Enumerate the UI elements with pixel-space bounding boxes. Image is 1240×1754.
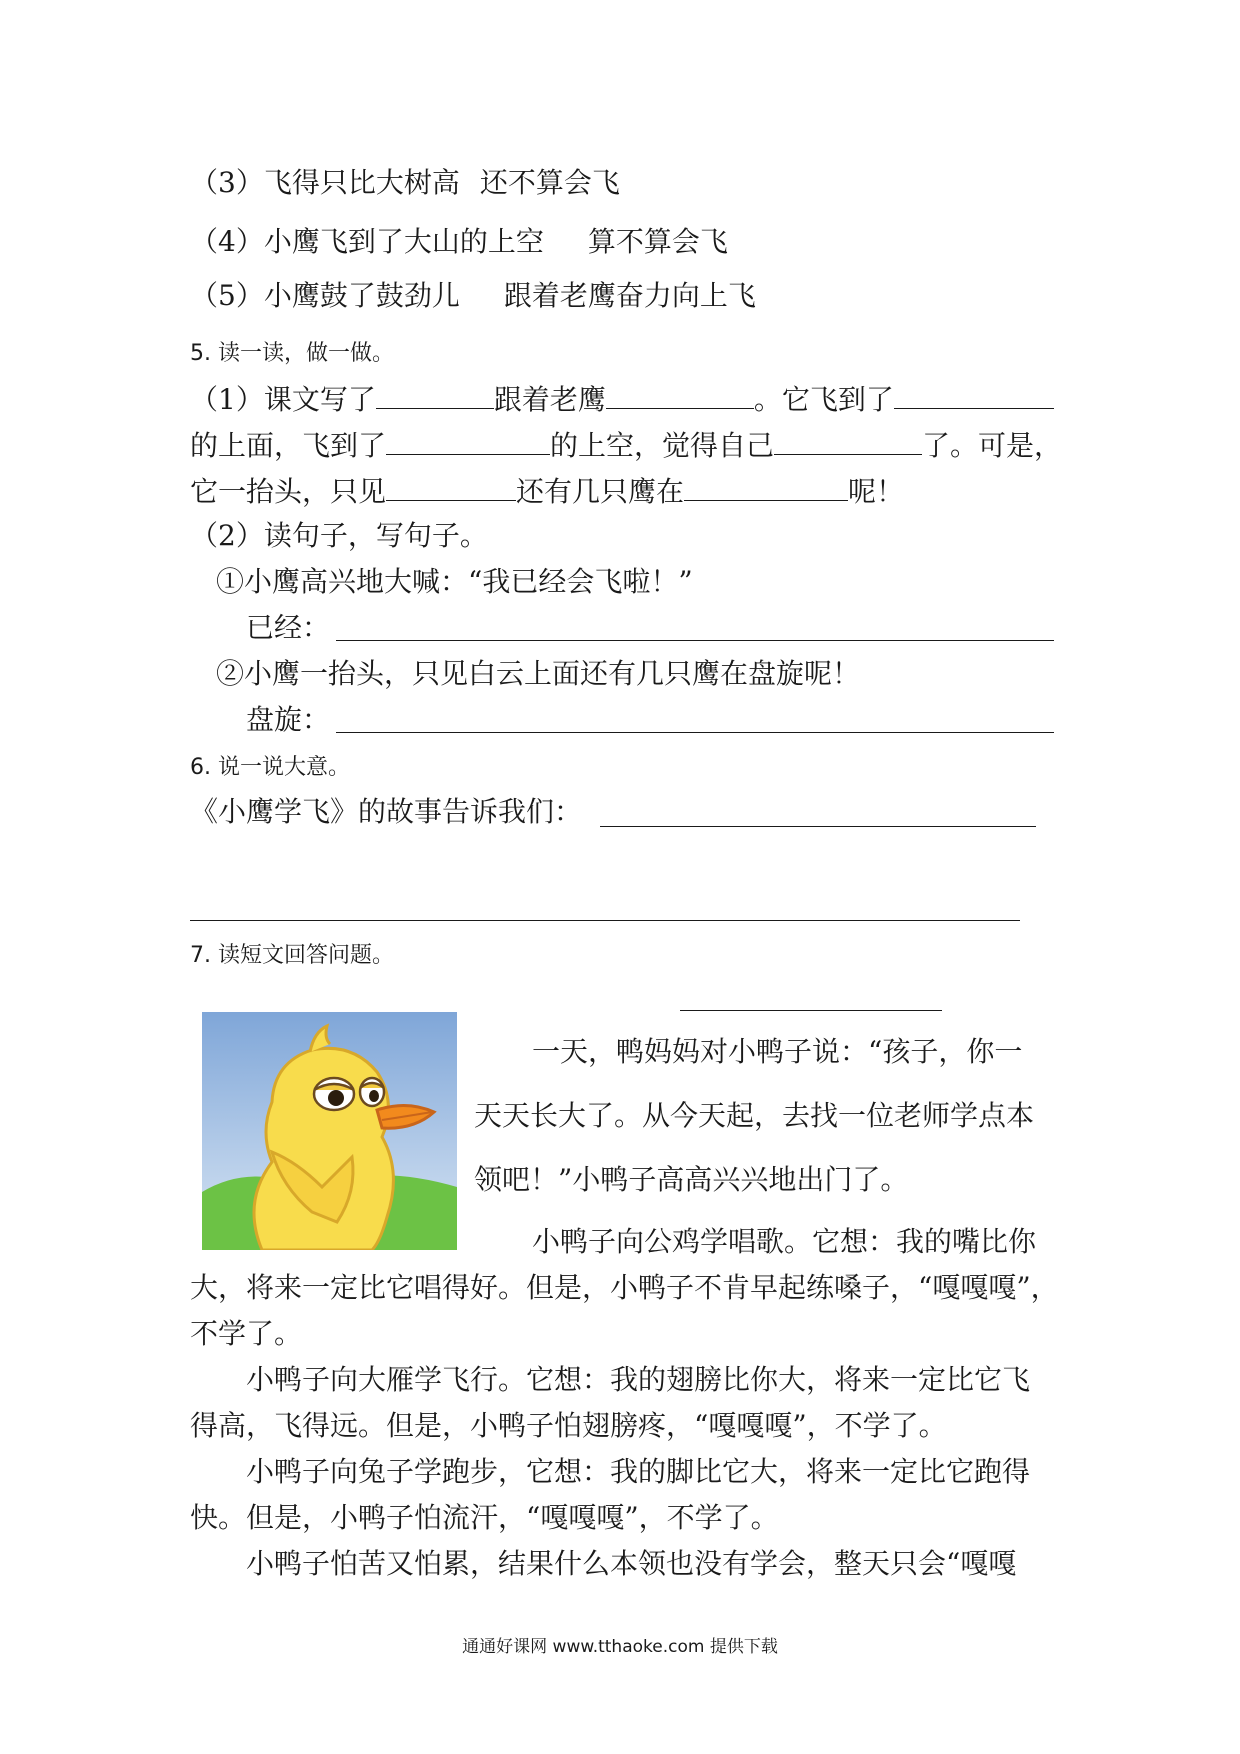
fill-blank[interactable] — [606, 378, 754, 409]
fill-blank[interactable] — [894, 378, 1054, 409]
q5-fill-line-1: （1）课文写了 跟着老鹰 。它飞到了 — [190, 378, 1054, 420]
q6-prompt: 《小鹰学飞》的故事告诉我们： — [190, 795, 583, 828]
passage-line: 小鸭子向兔子学跑步，它想：我的脚比它大，将来一定比它跑得 — [246, 1455, 1031, 1488]
q5-fill-line-2: 的上面，飞到了 的上空，觉得自己 了。可是， — [190, 424, 1062, 466]
answer-line[interactable] — [190, 920, 1020, 921]
write-label-panxuan: 盘旋： — [246, 703, 331, 736]
answer-line[interactable] — [600, 826, 1036, 827]
passage-line: 小鸭子向大雁学飞行。它想：我的翅膀比你大，将来一定比它飞 — [246, 1363, 1031, 1396]
write-line-panxuan[interactable] — [336, 732, 1054, 733]
fill-blank[interactable] — [386, 470, 516, 501]
question-7-title: 7. 读短文回答问题。 — [190, 943, 394, 968]
passage-line: 小鸭子向公鸡学唱歌。它想：我的嘴比你 — [532, 1225, 1037, 1258]
passage-line: 大，将来一定比它唱得好。但是，小鸭子不肯早起练嗓子，“嘎嘎嘎”， — [190, 1271, 1059, 1304]
passage-line: 不学了。 — [190, 1317, 303, 1350]
q5-fill-line-3: 它一抬头，只见 还有几只鹰在 呢！ — [190, 470, 904, 512]
fill-blank[interactable] — [386, 424, 550, 455]
q5-sentence-2: ②小鹰一抬头，只见白云上面还有几只鹰在盘旋呢！ — [216, 657, 861, 690]
passage-line: 得高，飞得远。但是，小鸭子怕翅膀疼，“嘎嘎嘎”，不学了。 — [190, 1409, 947, 1442]
q5-part-2-label: （2）读句子，写句子。 — [190, 519, 488, 552]
passage-line: 领吧！”小鸭子高高兴兴地出门了。 — [474, 1163, 909, 1196]
fill-blank[interactable] — [684, 470, 848, 501]
item-3: （3）飞得只比大树高 还不算会飞 — [190, 166, 620, 199]
fill-blank[interactable] — [376, 378, 494, 409]
passage-line: 一天，鸭妈妈对小鸭子说：“孩子，你一 — [532, 1035, 1023, 1068]
write-line-yijing[interactable] — [336, 640, 1054, 641]
write-label-yijing: 已经： — [246, 611, 331, 644]
q5-sentence-1: ①小鹰高兴地大喊：“我已经会飞啦！” — [216, 565, 693, 598]
title-blank-line[interactable] — [680, 1010, 942, 1011]
question-6-title: 6. 说一说大意。 — [190, 755, 350, 780]
fill-blank[interactable] — [774, 424, 922, 455]
item-4: （4）小鹰飞到了大山的上空 算不算会飞 — [190, 225, 728, 258]
duck-illustration — [202, 1012, 457, 1250]
passage-line: 天天长大了。从今天起，去找一位老师学点本 — [474, 1099, 1035, 1132]
item-5: （5）小鹰鼓了鼓劲儿 跟着老鹰奋力向上飞 — [190, 279, 756, 312]
question-5-title: 5. 读一读，做一做。 — [190, 341, 394, 366]
footer-text: 通通好课网 www.tthaoke.com 提供下载 — [462, 1637, 778, 1657]
passage-line: 小鸭子怕苦又怕累，结果什么本领也没有学会，整天只会“嘎嘎 — [246, 1547, 1017, 1580]
passage-line: 快。但是，小鸭子怕流汗，“嘎嘎嘎”，不学了。 — [190, 1501, 779, 1534]
